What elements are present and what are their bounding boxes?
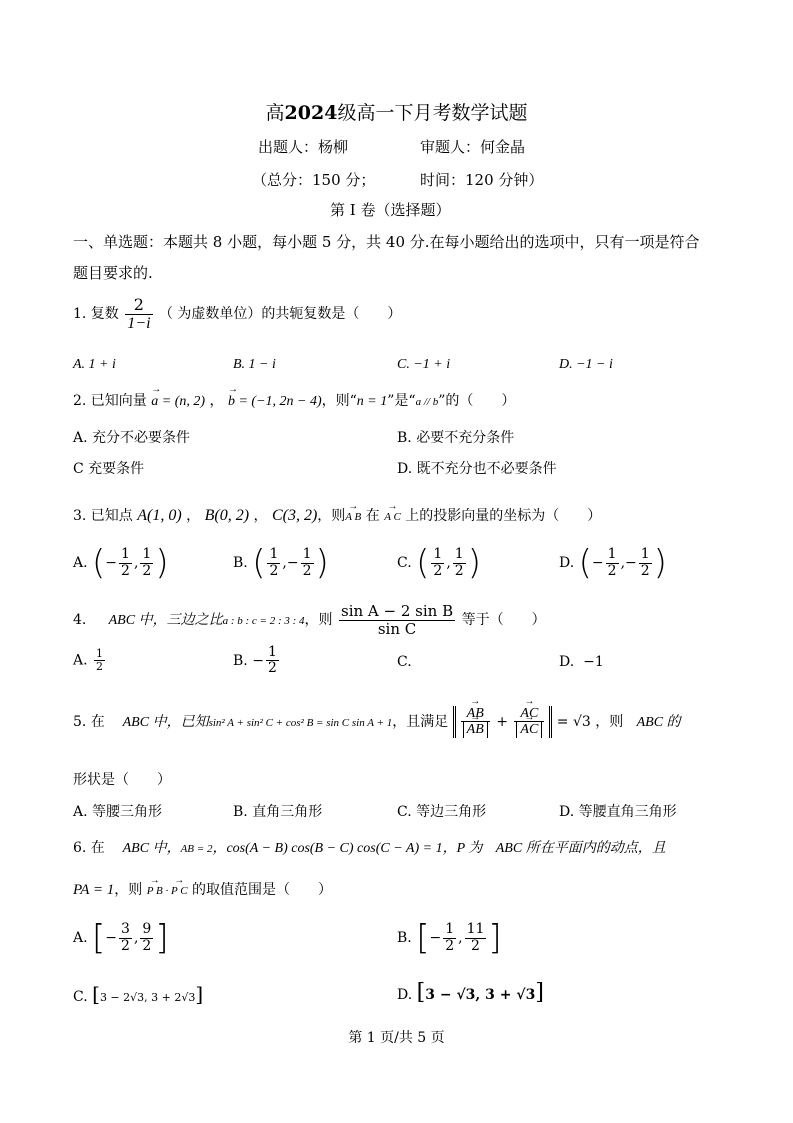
- q1-option-c: C. −1 + i: [397, 357, 451, 372]
- q5-option-b: B. 直角三角形: [233, 804, 323, 820]
- q4-option-d: D. −1: [559, 654, 604, 670]
- question-2: 2. 已知向量 → a = (n, 2) ， → b = (−1, 2n − 4)，则“n = 1”是“a // b”的（ ）: [73, 394, 515, 409]
- question-3: 3. 已知点 A(1, 0) ， B(0, 2) ， C(3, 2)，则→ A B 在 → A C 上的投影向量的坐标为（ ）: [73, 508, 601, 524]
- author-line: 出题人：杨柳: [258, 138, 349, 156]
- question-5: 5. 在 ABC 中，已知sin² A + sin² C + cos² B = sin C sin A + 1，且满足 → AB → AB + → AC → AC = √3 ，则 ABC 的: [73, 706, 681, 738]
- page-footer: 第 1 页/共 5 页: [348, 1030, 445, 1046]
- exam-time: 时间：120 分钟）: [420, 171, 544, 189]
- question-4: 4. ABC 中，三边之比a : b : c = 2 : 3 : 4，则 $\frac{\text{sin A − 2 sin B}}{\text{sin C}}$ 等于（ ）: [73, 602, 546, 638]
- q3-option-b: B. ( $\frac{1}{2}$ ,− $\frac{1}{2}$ ): [233, 543, 329, 583]
- q1-option-d: D. −1 − i: [559, 357, 613, 372]
- question-1: 1. 复数 $\frac{2}{1-i}$ （ 为虚数单位）的共轭复数是（ ）: [73, 295, 402, 332]
- q2-option-b: B. 必要不充分条件: [397, 430, 515, 446]
- section-instructions-line1: 一、单选题：本题共 8 小题，每小题 5 分，共 40 分.在每小题给出的选项中，只有一项是符合: [73, 233, 700, 251]
- volume-heading: 第 I 卷（选择题）: [330, 201, 451, 219]
- q2-option-d: D. 既不充分也不必要条件: [397, 461, 557, 477]
- q5-option-a: A. 等腰三角形: [73, 804, 163, 820]
- q1-option-a: A. 1 + i: [73, 357, 116, 372]
- q4-option-b: B. − $\frac{1}{2}$: [233, 644, 277, 677]
- q2-option-a: A. 充分不必要条件: [73, 430, 191, 446]
- q5-option-d: D. 等腰直角三角形: [559, 804, 677, 820]
- total-score: （总分：150 分；: [252, 171, 376, 189]
- q5-option-c: C. 等边三角形: [397, 804, 487, 820]
- reviewer-line: 审题人：何金晶: [420, 138, 526, 156]
- q6-option-c: C. [3 − 2√3, 3 + 2√3]: [73, 982, 204, 1006]
- q6-line2: PA = 1，则 → P B · → P C 的取值范围是（ ）: [73, 883, 332, 898]
- q6-option-b: B. [− $\frac{1}{2}$ , $\frac{11}{2}$ ]: [397, 918, 502, 958]
- q2-option-c: C 充要条件: [73, 461, 145, 477]
- q6-option-d: D. [3 − √3, 3 + √3]: [397, 980, 544, 1005]
- q1-option-b: B. 1 − i: [233, 357, 276, 372]
- question-6: 6. 在 ABC 中，AB = 2，cos(A − B) cos(B − C) cos(C − A) = 1，P 为 ABC 所在平面内的动点，且: [73, 840, 666, 856]
- q4-option-a: A. $\frac{1}{2}$: [73, 647, 104, 674]
- q3-option-c: C. ( $\frac{1}{2}$ , $\frac{1}{2}$ ): [397, 543, 481, 583]
- q3-option-d: D. (− $\frac{1}{2}$ ,− $\frac{1}{2}$ ): [559, 543, 667, 583]
- q5-line2: 形状是（ ）: [73, 772, 171, 788]
- q6-option-a: A. [− $\frac{3}{2}$ , $\frac{9}{2}$ ]: [73, 918, 169, 958]
- q1-fraction: $\frac{2}{1-i}$: [127, 295, 151, 332]
- q3-option-a: A. (− $\frac{1}{2}$ , $\frac{1}{2}$ ): [73, 543, 169, 583]
- q4-option-c: C.: [397, 654, 412, 670]
- section-instructions-line2: 题目要求的.: [73, 264, 153, 282]
- exam-title: 高2024级高一下月考数学试题: [265, 102, 528, 124]
